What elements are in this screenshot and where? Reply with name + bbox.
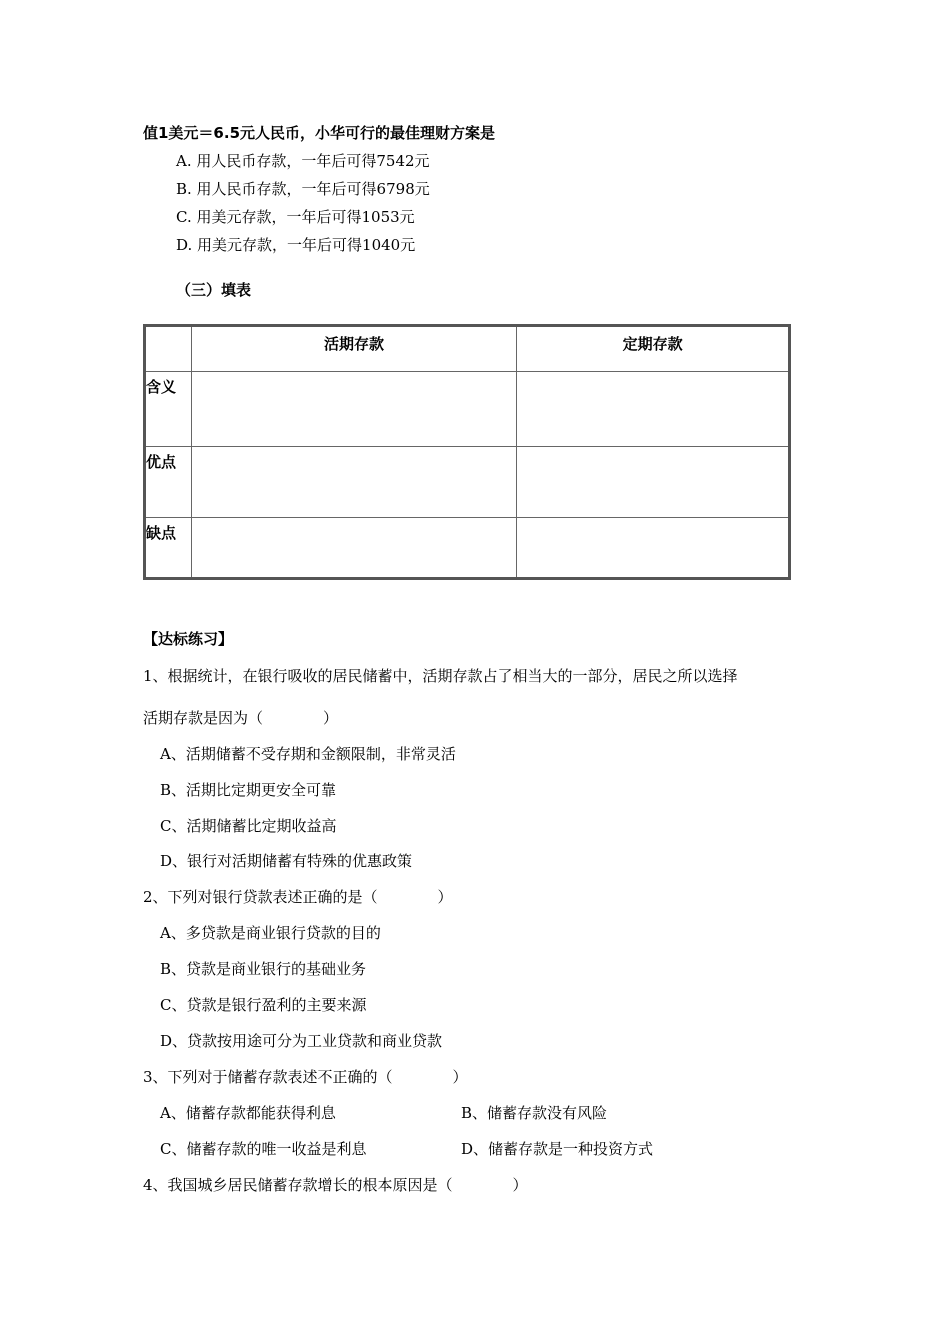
col-header-demand-deposit: 活期存款 bbox=[191, 326, 516, 372]
question-4-stem: 4、我国城乡居民储蓄存款增长的根本原因是（ ） bbox=[143, 1176, 528, 1194]
question-3-stem: 3、下列对于储蓄存款表述不正确的（ ） bbox=[143, 1068, 468, 1086]
q2-option-a: A、多贷款是商业银行贷款的目的 bbox=[160, 924, 381, 942]
table-cell-empty[interactable] bbox=[191, 447, 516, 518]
question-1-stem-line1: 1、根据统计，在银行吸收的居民储蓄中，活期存款占了相当大的一部分，居民之所以选择 bbox=[143, 667, 738, 685]
option-b: B. 用人民币存款，一年后可得6798元 bbox=[176, 180, 430, 198]
q3-option-a: A、储蓄存款都能获得利息 bbox=[160, 1104, 336, 1122]
q1-option-d: D、银行对活期储蓄有特殊的优惠政策 bbox=[160, 852, 413, 870]
option-a: A. 用人民币存款，一年后可得7542元 bbox=[176, 152, 430, 170]
q3-option-d: D、储蓄存款是一种投资方式 bbox=[461, 1140, 654, 1158]
q3-option-c: C、储蓄存款的唯一收益是利息 bbox=[160, 1140, 367, 1158]
table-cell-empty[interactable] bbox=[191, 518, 516, 579]
table-cell-empty[interactable] bbox=[191, 372, 516, 447]
q3-option-b: B、储蓄存款没有风险 bbox=[461, 1104, 608, 1122]
col-header-time-deposit: 定期存款 bbox=[517, 326, 790, 372]
q1-option-b: B、活期比定期更安全可靠 bbox=[160, 781, 337, 799]
table-cell-empty[interactable] bbox=[517, 518, 790, 579]
option-d: D. 用美元存款，一年后可得1040元 bbox=[176, 236, 416, 254]
table-header-row bbox=[145, 326, 790, 372]
table-corner-cell bbox=[145, 326, 192, 372]
row-header-disadvantages: 缺点 bbox=[145, 518, 192, 579]
table-cell-empty[interactable] bbox=[517, 447, 790, 518]
table-cell-empty[interactable] bbox=[517, 372, 790, 447]
question-1-stem-line2: 活期存款是因为（ ） bbox=[143, 709, 339, 727]
table-row bbox=[145, 518, 790, 579]
option-c: C. 用美元存款，一年后可得1053元 bbox=[176, 208, 415, 226]
row-header-advantages: 优点 bbox=[145, 447, 192, 518]
section-title-fill-table: （三）填表 bbox=[176, 281, 252, 299]
q1-option-a: A、活期储蓄不受存期和金额限制，非常灵活 bbox=[160, 745, 456, 763]
question-2-stem: 2、下列对银行贷款表述正确的是（ ） bbox=[143, 888, 453, 906]
table-row bbox=[145, 372, 790, 447]
q2-option-b: B、贷款是商业银行的基础业务 bbox=[160, 960, 367, 978]
q2-option-d: D、贷款按用途可分为工业贷款和商业贷款 bbox=[160, 1032, 443, 1050]
question-intro: 值1美元＝6.5元人民币，小华可行的最佳理财方案是 bbox=[143, 124, 496, 142]
fill-in-table bbox=[143, 324, 791, 580]
row-header-meaning: 含义 bbox=[145, 372, 192, 447]
table-row bbox=[145, 447, 790, 518]
q2-option-c: C、贷款是银行盈利的主要来源 bbox=[160, 996, 367, 1014]
practice-title: 【达标练习】 bbox=[143, 630, 234, 648]
q1-option-c: C、活期储蓄比定期收益高 bbox=[160, 817, 337, 835]
